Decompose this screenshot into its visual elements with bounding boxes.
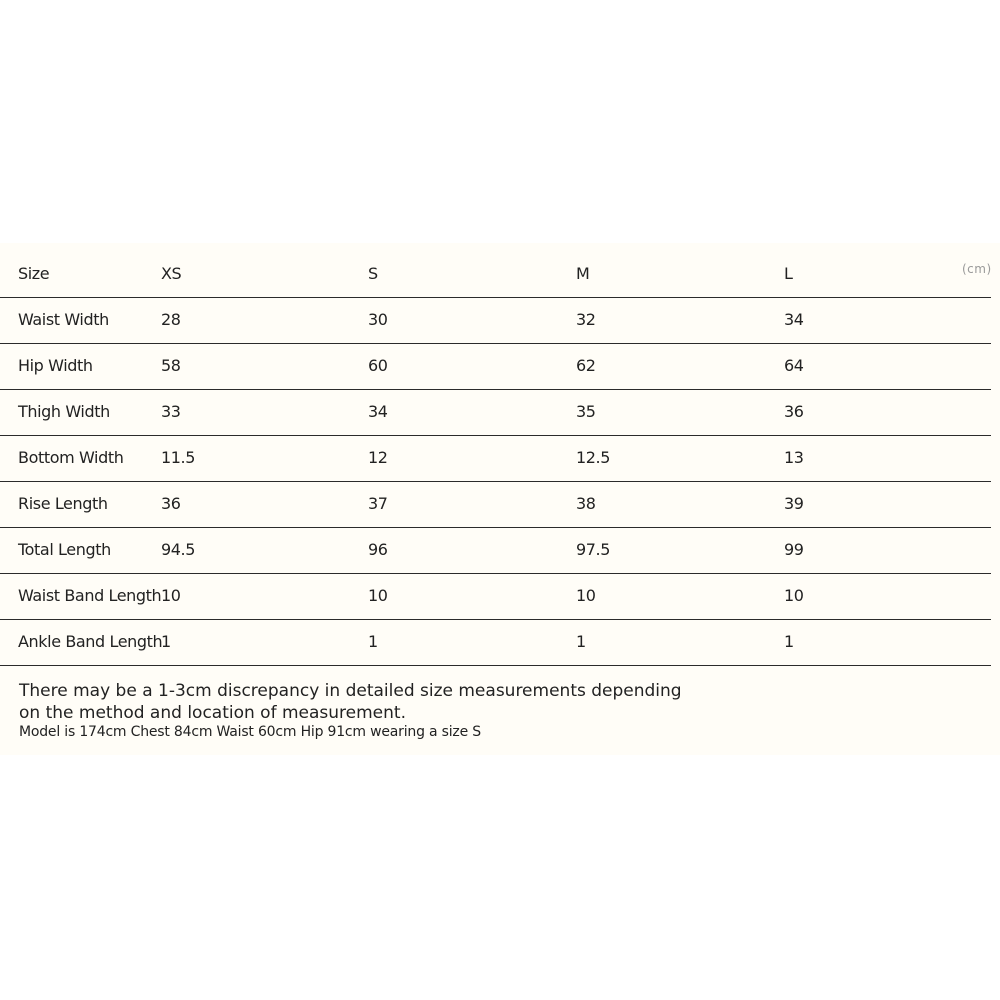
table-row (0, 573, 991, 620)
table-cell: 10 (784, 586, 804, 605)
table-cell: 12.5 (576, 448, 611, 467)
table-cell: 13 (784, 448, 804, 467)
table-cell: 10 (161, 586, 181, 605)
header-cell-s: S (368, 264, 378, 283)
table-cell: 58 (161, 356, 181, 375)
table-row (0, 297, 991, 344)
table-cell: 97.5 (576, 540, 611, 559)
row-label: Waist Width (18, 310, 109, 329)
unit-label: (cm) (962, 262, 992, 276)
table-cell: 1 (784, 632, 794, 651)
row-label: Thigh Width (18, 402, 110, 421)
table-row (0, 527, 991, 574)
table-cell: 99 (784, 540, 804, 559)
table-cell: 34 (784, 310, 804, 329)
table-cell: 10 (576, 586, 596, 605)
table-cell: 36 (161, 494, 181, 513)
table-cell: 35 (576, 402, 596, 421)
header-cell-label: Size (18, 264, 50, 283)
notes-block (19, 680, 719, 741)
table-row (0, 619, 991, 666)
table-header-row (0, 251, 991, 298)
row-label: Waist Band Length (18, 586, 162, 605)
table-cell: 62 (576, 356, 596, 375)
row-label: Rise Length (18, 494, 108, 513)
table-cell: 37 (368, 494, 388, 513)
model-info-note: Model is 174cm Chest 84cm Waist 60cm Hip 91cm wearing a size S (19, 724, 481, 740)
row-label: Hip Width (18, 356, 93, 375)
table-row (0, 343, 991, 390)
table-row (0, 481, 991, 528)
table-cell: 64 (784, 356, 804, 375)
table-cell: 12 (368, 448, 388, 467)
table-cell: 38 (576, 494, 596, 513)
table-row (0, 389, 991, 436)
size-chart-panel (0, 243, 1000, 755)
table-cell: 36 (784, 402, 804, 421)
table-cell: 30 (368, 310, 388, 329)
row-label: Ankle Band Length (18, 632, 163, 651)
header-cell-m: M (576, 264, 590, 283)
table-cell: 1 (368, 632, 378, 651)
table-cell: 60 (368, 356, 388, 375)
table-cell: 11.5 (161, 448, 196, 467)
discrepancy-note-line-1: There may be a 1-3cm discrepancy in detailed size measurements depending (19, 681, 682, 701)
table-cell: 32 (576, 310, 596, 329)
table-cell: 96 (368, 540, 388, 559)
table-cell: 34 (368, 402, 388, 421)
table-cell: 28 (161, 310, 181, 329)
header-cell-xs: XS (161, 264, 182, 283)
table-cell: 1 (576, 632, 586, 651)
table-row (0, 435, 991, 482)
table-cell: 39 (784, 494, 804, 513)
table-cell: 10 (368, 586, 388, 605)
row-label: Total Length (18, 540, 111, 559)
header-cell-l: L (784, 264, 793, 283)
table-cell: 1 (161, 632, 171, 651)
discrepancy-note-line-2: on the method and location of measurement. (19, 703, 406, 723)
table-cell: 33 (161, 402, 181, 421)
row-label: Bottom Width (18, 448, 124, 467)
table-cell: 94.5 (161, 540, 196, 559)
